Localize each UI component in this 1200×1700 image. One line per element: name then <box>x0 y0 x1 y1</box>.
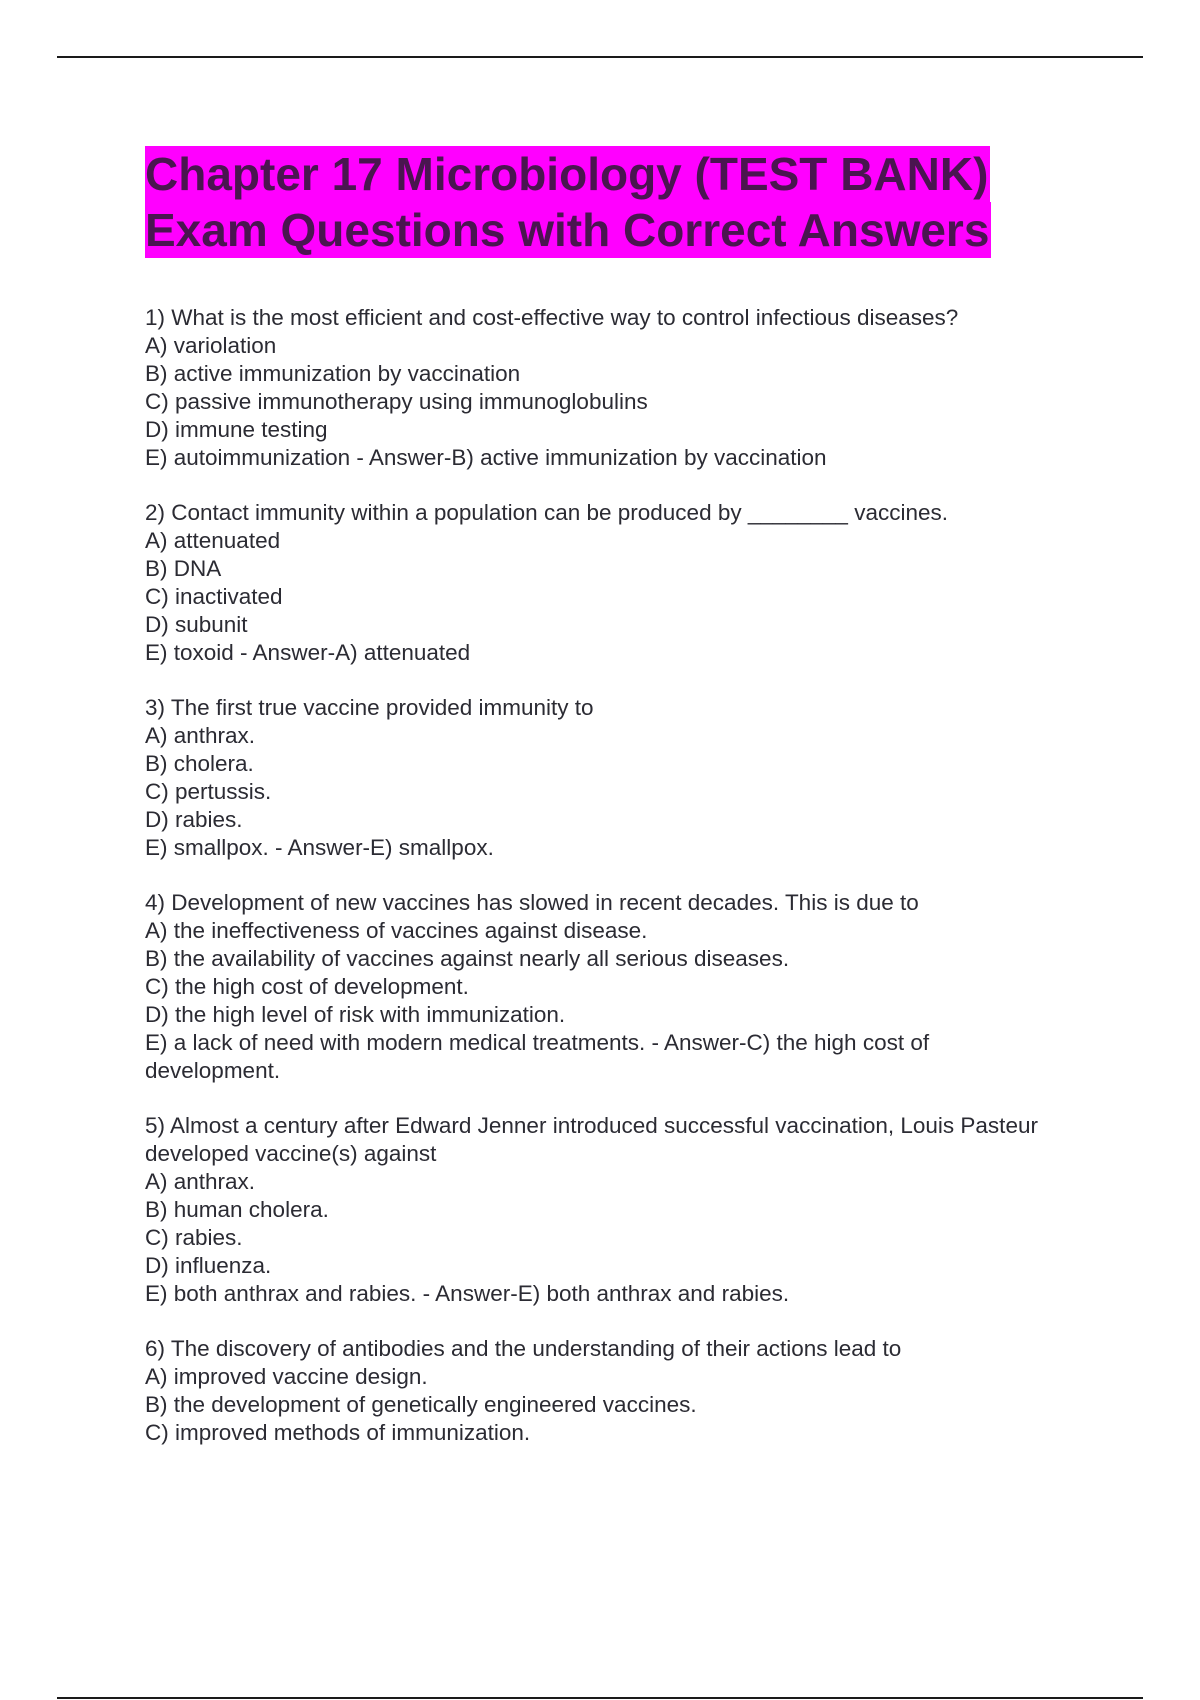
answer-option: C) rabies. <box>145 1225 243 1250</box>
option-and-answer-key: E) a lack of need with modern medical treatments. - Answer-C) the high cost of development. <box>145 1030 930 1083</box>
answer-option: C) pertussis. <box>145 779 272 804</box>
answer-option: C) improved methods of immunization. <box>145 1420 531 1445</box>
question-stem: 3) The first true vaccine provided immunity to <box>145 695 594 720</box>
answer-option: D) subunit <box>145 612 248 637</box>
option-and-answer-key: E) both anthrax and rabies. - Answer-E) both anthrax and rabies. <box>145 1281 790 1306</box>
document-title <box>145 146 1045 258</box>
option-and-answer-key: E) smallpox. - Answer-E) smallpox. <box>145 835 494 860</box>
answer-option: A) variolation <box>145 333 277 358</box>
answer-option: D) rabies. <box>145 807 243 832</box>
answer-option: B) active immunization by vaccination <box>145 361 521 386</box>
question-5 <box>145 1112 1045 1308</box>
question-stem: 6) The discovery of antibodies and the understanding of their actions lead to <box>145 1336 902 1361</box>
top-rule <box>57 56 1143 58</box>
option-and-answer-key: E) toxoid - Answer-A) attenuated <box>145 640 471 665</box>
answer-option: A) the ineffectiveness of vaccines against disease. <box>145 918 648 943</box>
answer-option: A) improved vaccine design. <box>145 1364 428 1389</box>
bottom-rule <box>57 1697 1143 1699</box>
option-and-answer-key: E) autoimmunization - Answer-B) active immunization by vaccination <box>145 445 827 470</box>
question-stem: 5) Almost a century after Edward Jenner introduced successful vaccination, Louis Pasteur developed vaccine(s) against <box>145 1113 1038 1166</box>
answer-option: D) immune testing <box>145 417 328 442</box>
answer-option: B) the development of genetically engineered vaccines. <box>145 1392 697 1417</box>
answer-option: A) anthrax. <box>145 1169 256 1194</box>
answer-option: A) attenuated <box>145 528 281 553</box>
answer-option: C) the high cost of development. <box>145 974 469 999</box>
answer-option: D) the high level of risk with immunization. <box>145 1002 566 1027</box>
question-stem: 2) Contact immunity within a population can be produced by ________ vaccines. <box>145 500 948 525</box>
document-body <box>145 146 1045 1474</box>
answer-option: D) influenza. <box>145 1253 272 1278</box>
answer-option: A) anthrax. <box>145 723 256 748</box>
question-6 <box>145 1335 1045 1447</box>
title-line-1: Chapter 17 Microbiology (TEST BANK) <box>145 148 989 200</box>
answer-option: B) DNA <box>145 556 222 581</box>
question-stem: 1) What is the most efficient and cost-effective way to control infectious diseases? <box>145 305 959 330</box>
answer-option: B) cholera. <box>145 751 254 776</box>
answer-option: B) human cholera. <box>145 1197 329 1222</box>
question-stem: 4) Development of new vaccines has slowed in recent decades. This is due to <box>145 890 919 915</box>
question-3 <box>145 694 1045 862</box>
title-line-2: Exam Questions with Correct Answers <box>145 204 990 256</box>
question-1 <box>145 304 1045 472</box>
answer-option: B) the availability of vaccines against nearly all serious diseases. <box>145 946 790 971</box>
question-2 <box>145 499 1045 667</box>
answer-option: C) inactivated <box>145 584 283 609</box>
question-4 <box>145 889 1045 1085</box>
answer-option: C) passive immunotherapy using immunoglobulins <box>145 389 648 414</box>
question-list <box>145 304 1045 1447</box>
